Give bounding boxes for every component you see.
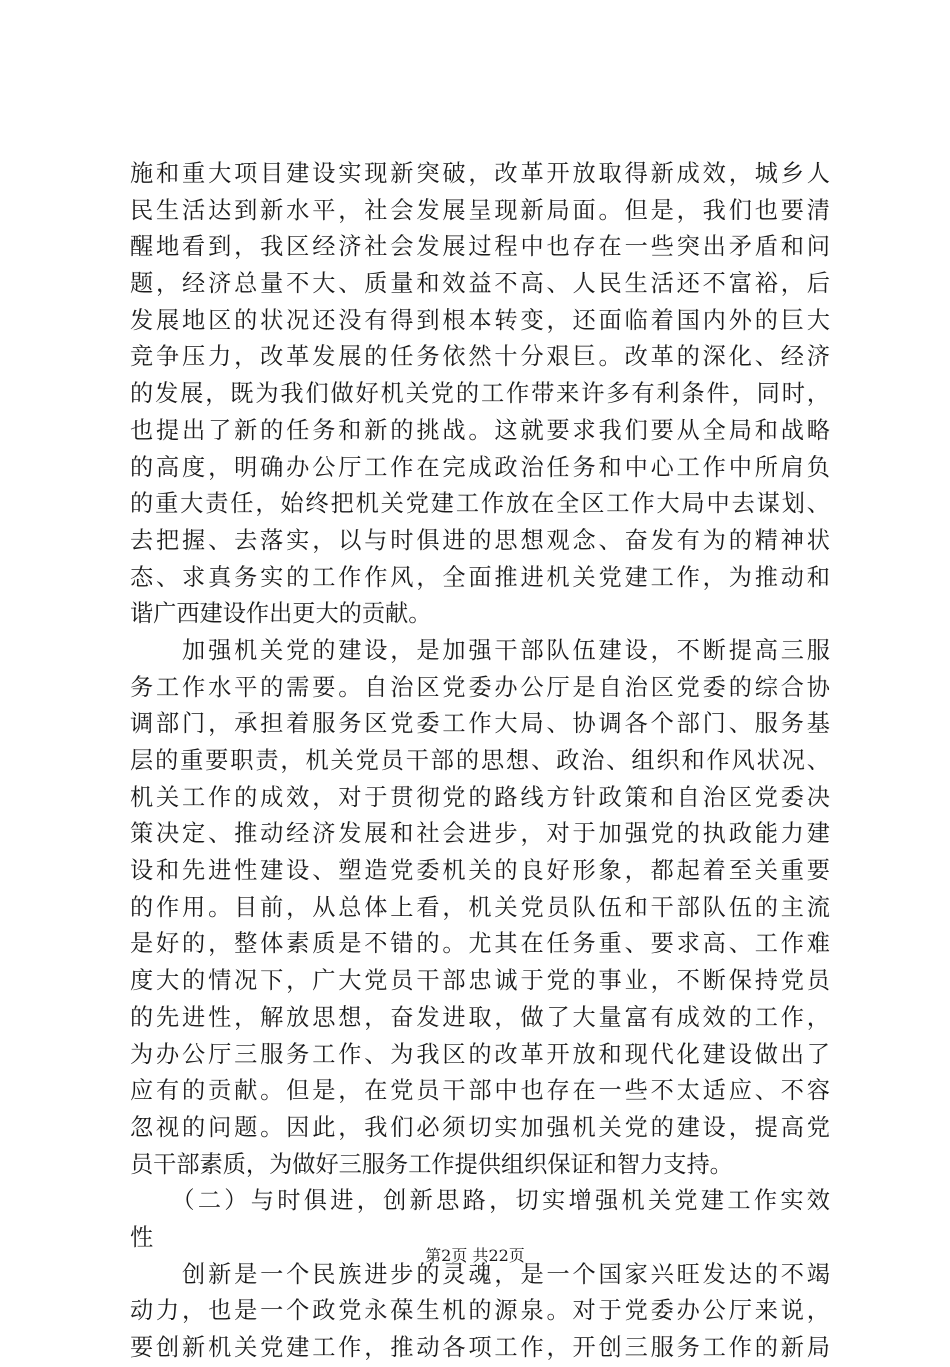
text-line: 的高度，明确办公厅工作在完成政治任务和中心工作中所肩负: [130, 453, 830, 481]
text-line: 度大的情况下，广大党员干部忠诚于党的事业，不断保持党员: [130, 967, 830, 995]
text-line: 创新是一个民族进步的灵魂，是一个国家兴旺发达的不竭: [130, 1260, 830, 1288]
text-line: 的先进性，解放思想，奋发进取，做了大量富有成效的工作，: [130, 1003, 830, 1031]
text-line: 民生活达到新水平，社会发展呈现新局面。但是，我们也要清: [130, 196, 830, 224]
text-line: 性: [130, 1223, 154, 1251]
text-line: 竞争压力，改革发展的任务依然十分艰巨。改革的深化、经济: [130, 343, 830, 371]
text-line: 的作用。目前，从总体上看，机关党员队伍和干部队伍的主流: [130, 893, 830, 921]
document-body: [130, 156, 830, 1367]
text-line: 应有的贡献。但是，在党员干部中也存在一些不太适应、不容: [130, 1077, 830, 1105]
text-line: 层的重要职责，机关党员干部的思想、政治、组织和作风状况、: [130, 747, 830, 774]
text-line: 设和先进性建设、塑造党委机关的良好形象，都起着至关重要: [130, 857, 830, 885]
page-footer: [0, 1245, 950, 1267]
text-line: 策决定、推动经济发展和社会进步，对于加强党的执政能力建: [130, 820, 830, 848]
text-line: 要创新机关党建工作，推动各项工作，开创三服务工作的新局: [130, 1334, 830, 1361]
text-line: 的重大责任，始终把机关党建工作放在全区工作大局中去谋划、: [130, 490, 830, 518]
text-line: 是好的，整体素质是不错的。尤其在任务重、要求高、工作难: [130, 930, 830, 958]
text-line: 动力，也是一个政党永葆生机的源泉。对于党委办公厅来说，: [130, 1297, 830, 1325]
text-line: 去把握、去落实，以与时俱进的思想观念、奋发有为的精神状: [130, 526, 830, 554]
text-line: 员干部素质，为做好三服务工作提供组织保证和智力支持。: [130, 1150, 733, 1178]
text-line: 也提出了新的任务和新的挑战。这就要求我们要从全局和战略: [130, 416, 830, 444]
text-line: 调部门，承担着服务区党委工作大局、协调各个部门、服务基: [130, 710, 830, 738]
text-line: 施和重大项目建设实现新突破，改革开放取得新成效，城乡人: [130, 160, 830, 187]
text-line: 谐广西建设作出更大的贡献。: [130, 600, 432, 628]
text-line: 的发展，既为我们做好机关党的工作带来许多有利条件，同时，: [130, 380, 830, 408]
page-number: 第2页 共22页: [425, 1246, 525, 1265]
text-line: 态、求真务实的工作作风，全面推进机关党建工作，为推动和: [130, 563, 830, 591]
text-line: 发展地区的状况还没有得到根本转变，还面临着国内外的巨大: [130, 306, 830, 334]
text-line: 忽视的问题。因此，我们必须切实加强机关党的建设，提高党: [130, 1113, 830, 1141]
text-line: 加强机关党的建设，是加强干部队伍建设，不断提高三服: [130, 636, 830, 664]
text-line: 机关工作的成效，对于贯彻党的路线方针政策和自治区党委决: [130, 783, 830, 811]
text-line: （二）与时俱进，创新思路，切实增强机关党建工作实效: [130, 1187, 830, 1215]
text-line: 醒地看到，我区经济社会发展过程中也存在一些突出矛盾和问: [130, 233, 830, 261]
text-line: 为办公厅三服务工作、为我区的改革开放和现代化建设做出了: [130, 1040, 830, 1068]
text-line: 务工作水平的需要。自治区党委办公厅是自治区党委的综合协: [130, 673, 830, 701]
text-line: 题，经济总量不大、质量和效益不高、人民生活还不富裕，后: [130, 270, 830, 298]
